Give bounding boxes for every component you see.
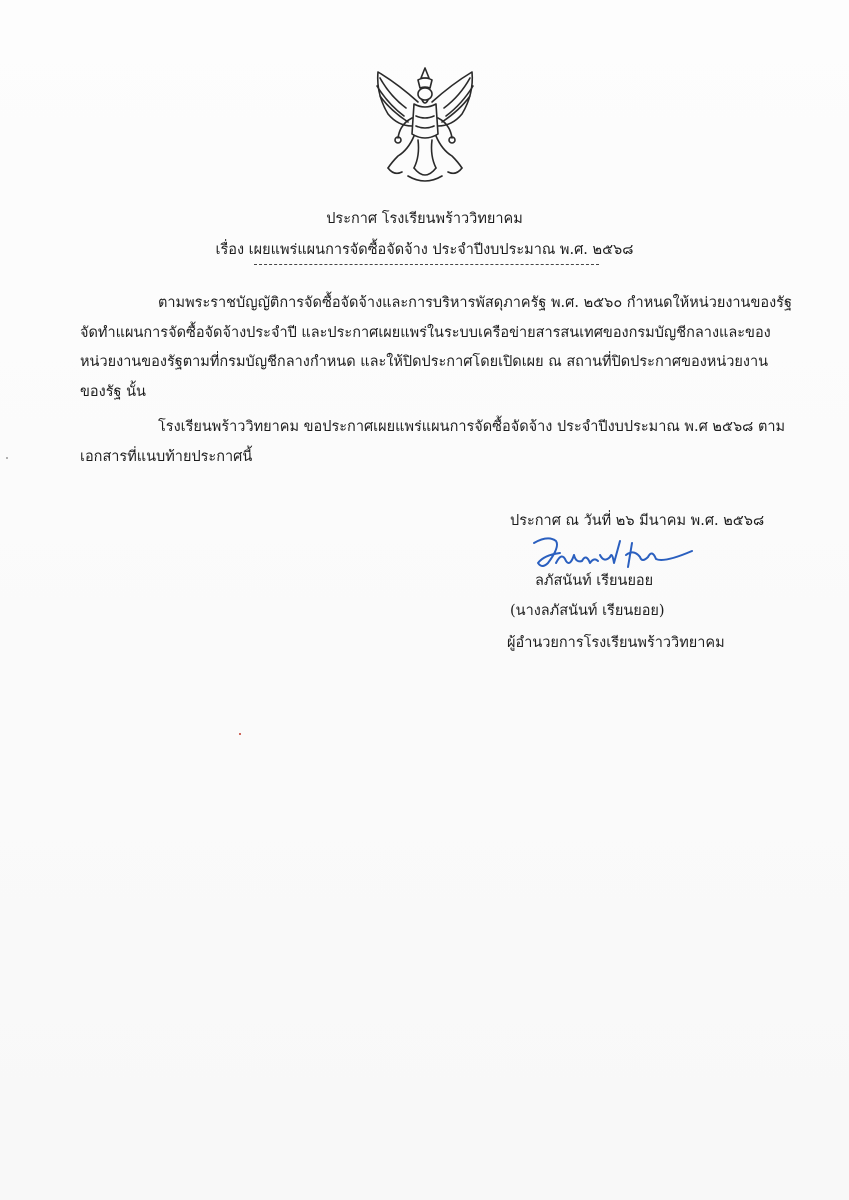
scan-speck	[239, 733, 241, 735]
handwritten-signature	[530, 533, 695, 575]
signer-full-name: (นางลภัสนันท์ เรียนยอย)	[510, 603, 665, 619]
announcement-subject: เรื่อง เผยแพร่แผนการจัดซื้อจัดจ้าง ประจำปีงบประมาณ พ.ศ. ๒๕๖๘	[215, 242, 634, 258]
paragraph-line: หน่วยงานของรัฐตามที่กรมบัญชีกลางกำหนด และให้ปิดประกาศโดยเปิดเผย ณ สถานที่ปิดประกาศของหน่วยงาน	[80, 354, 769, 370]
scan-speck	[6, 457, 8, 459]
announcement-date: ประกาศ ณ วันที่ ๒๖ มีนาคม พ.ศ. ๒๕๖๘	[510, 513, 765, 529]
dashed-divider	[254, 264, 599, 265]
signer-position: ผู้อำนวยการโรงเรียนพร้าววิทยาคม	[507, 635, 725, 651]
paragraph-line: ตามพระราชบัญญัติการจัดซื้อจัดจ้างและการบริหารพัสดุภาครัฐ พ.ศ. ๒๕๖๐ กำหนดให้หน่วยงานของรัฐ	[158, 295, 792, 311]
body-paragraph-2	[80, 413, 786, 472]
paragraph-line: เอกสารที่แนบท้ายประกาศนี้	[80, 448, 253, 465]
garuda-emblem-icon	[368, 64, 482, 186]
announcement-title: ประกาศ โรงเรียนพร้าววิทยาคม	[326, 211, 523, 227]
paragraph-line: โรงเรียนพร้าววิทยาคม ขอประกาศเผยแพร่แผนการจัดซื้อจัดจ้าง ประจำปีงบประมาณ พ.ศ ๒๕๖๘ ตาม	[158, 419, 786, 435]
body-paragraph-1	[80, 289, 792, 407]
paragraph-line: จัดทำแผนการจัดซื้อจัดจ้างประจำปี และประกาศเผยแพร่ในระบบเครือข่ายสารสนเทศของกรมบัญชีกลางและของ	[80, 324, 771, 341]
signer-name: ลภัสนันท์ เรียนยอย	[535, 573, 654, 589]
paragraph-line: ของรัฐ นั้น	[80, 383, 146, 400]
